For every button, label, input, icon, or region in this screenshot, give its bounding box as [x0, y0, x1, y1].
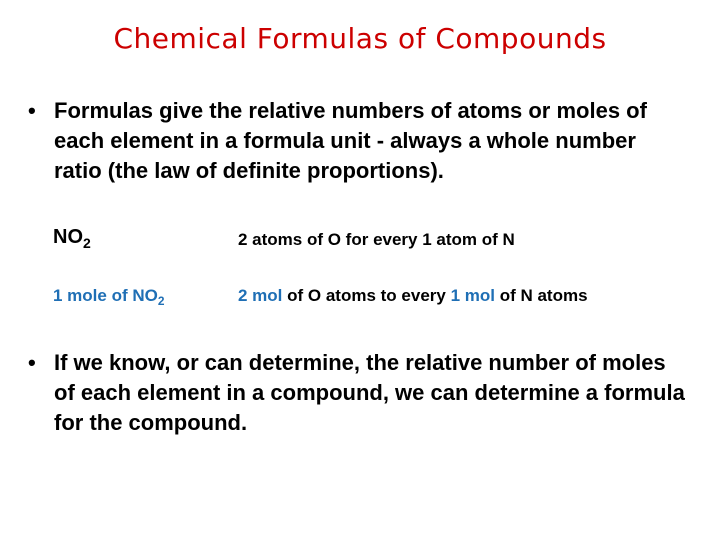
atoms-description: 2 atoms of O for every 1 atom of N [238, 230, 515, 249]
formula-subscript: 2 [157, 294, 165, 309]
mole-of-no2 [53, 286, 165, 309]
formula-no2 [53, 226, 91, 249]
bullet-formulas [28, 96, 688, 186]
highlight-1-mol: 1 mol [450, 286, 495, 305]
formula-base: NO [132, 286, 158, 305]
bullet-marker: • [28, 98, 36, 123]
mole-prefix: 1 mole of [53, 286, 133, 305]
formula-base: NO [53, 226, 83, 248]
desc-text: of O atoms to every [282, 286, 451, 305]
slide-title: Chemical Formulas of Compounds [113, 22, 607, 55]
bullet-text: If we know, or can determine, the relative number of moles of each element in a compound, we can determine a formula for the compound. [54, 350, 685, 435]
bullet-marker: • [28, 350, 36, 375]
formula-subscript: 2 [83, 234, 91, 251]
highlight-2-mol: 2 mol [238, 286, 283, 305]
bullet-determine-formula [28, 348, 688, 438]
moles-description [238, 286, 588, 306]
bullet-text: Formulas give the relative numbers of atoms or moles of each element in a formula unit - always a whole number ratio (the law of definite proportions). [54, 98, 647, 183]
desc-text: of N atoms [494, 286, 588, 305]
